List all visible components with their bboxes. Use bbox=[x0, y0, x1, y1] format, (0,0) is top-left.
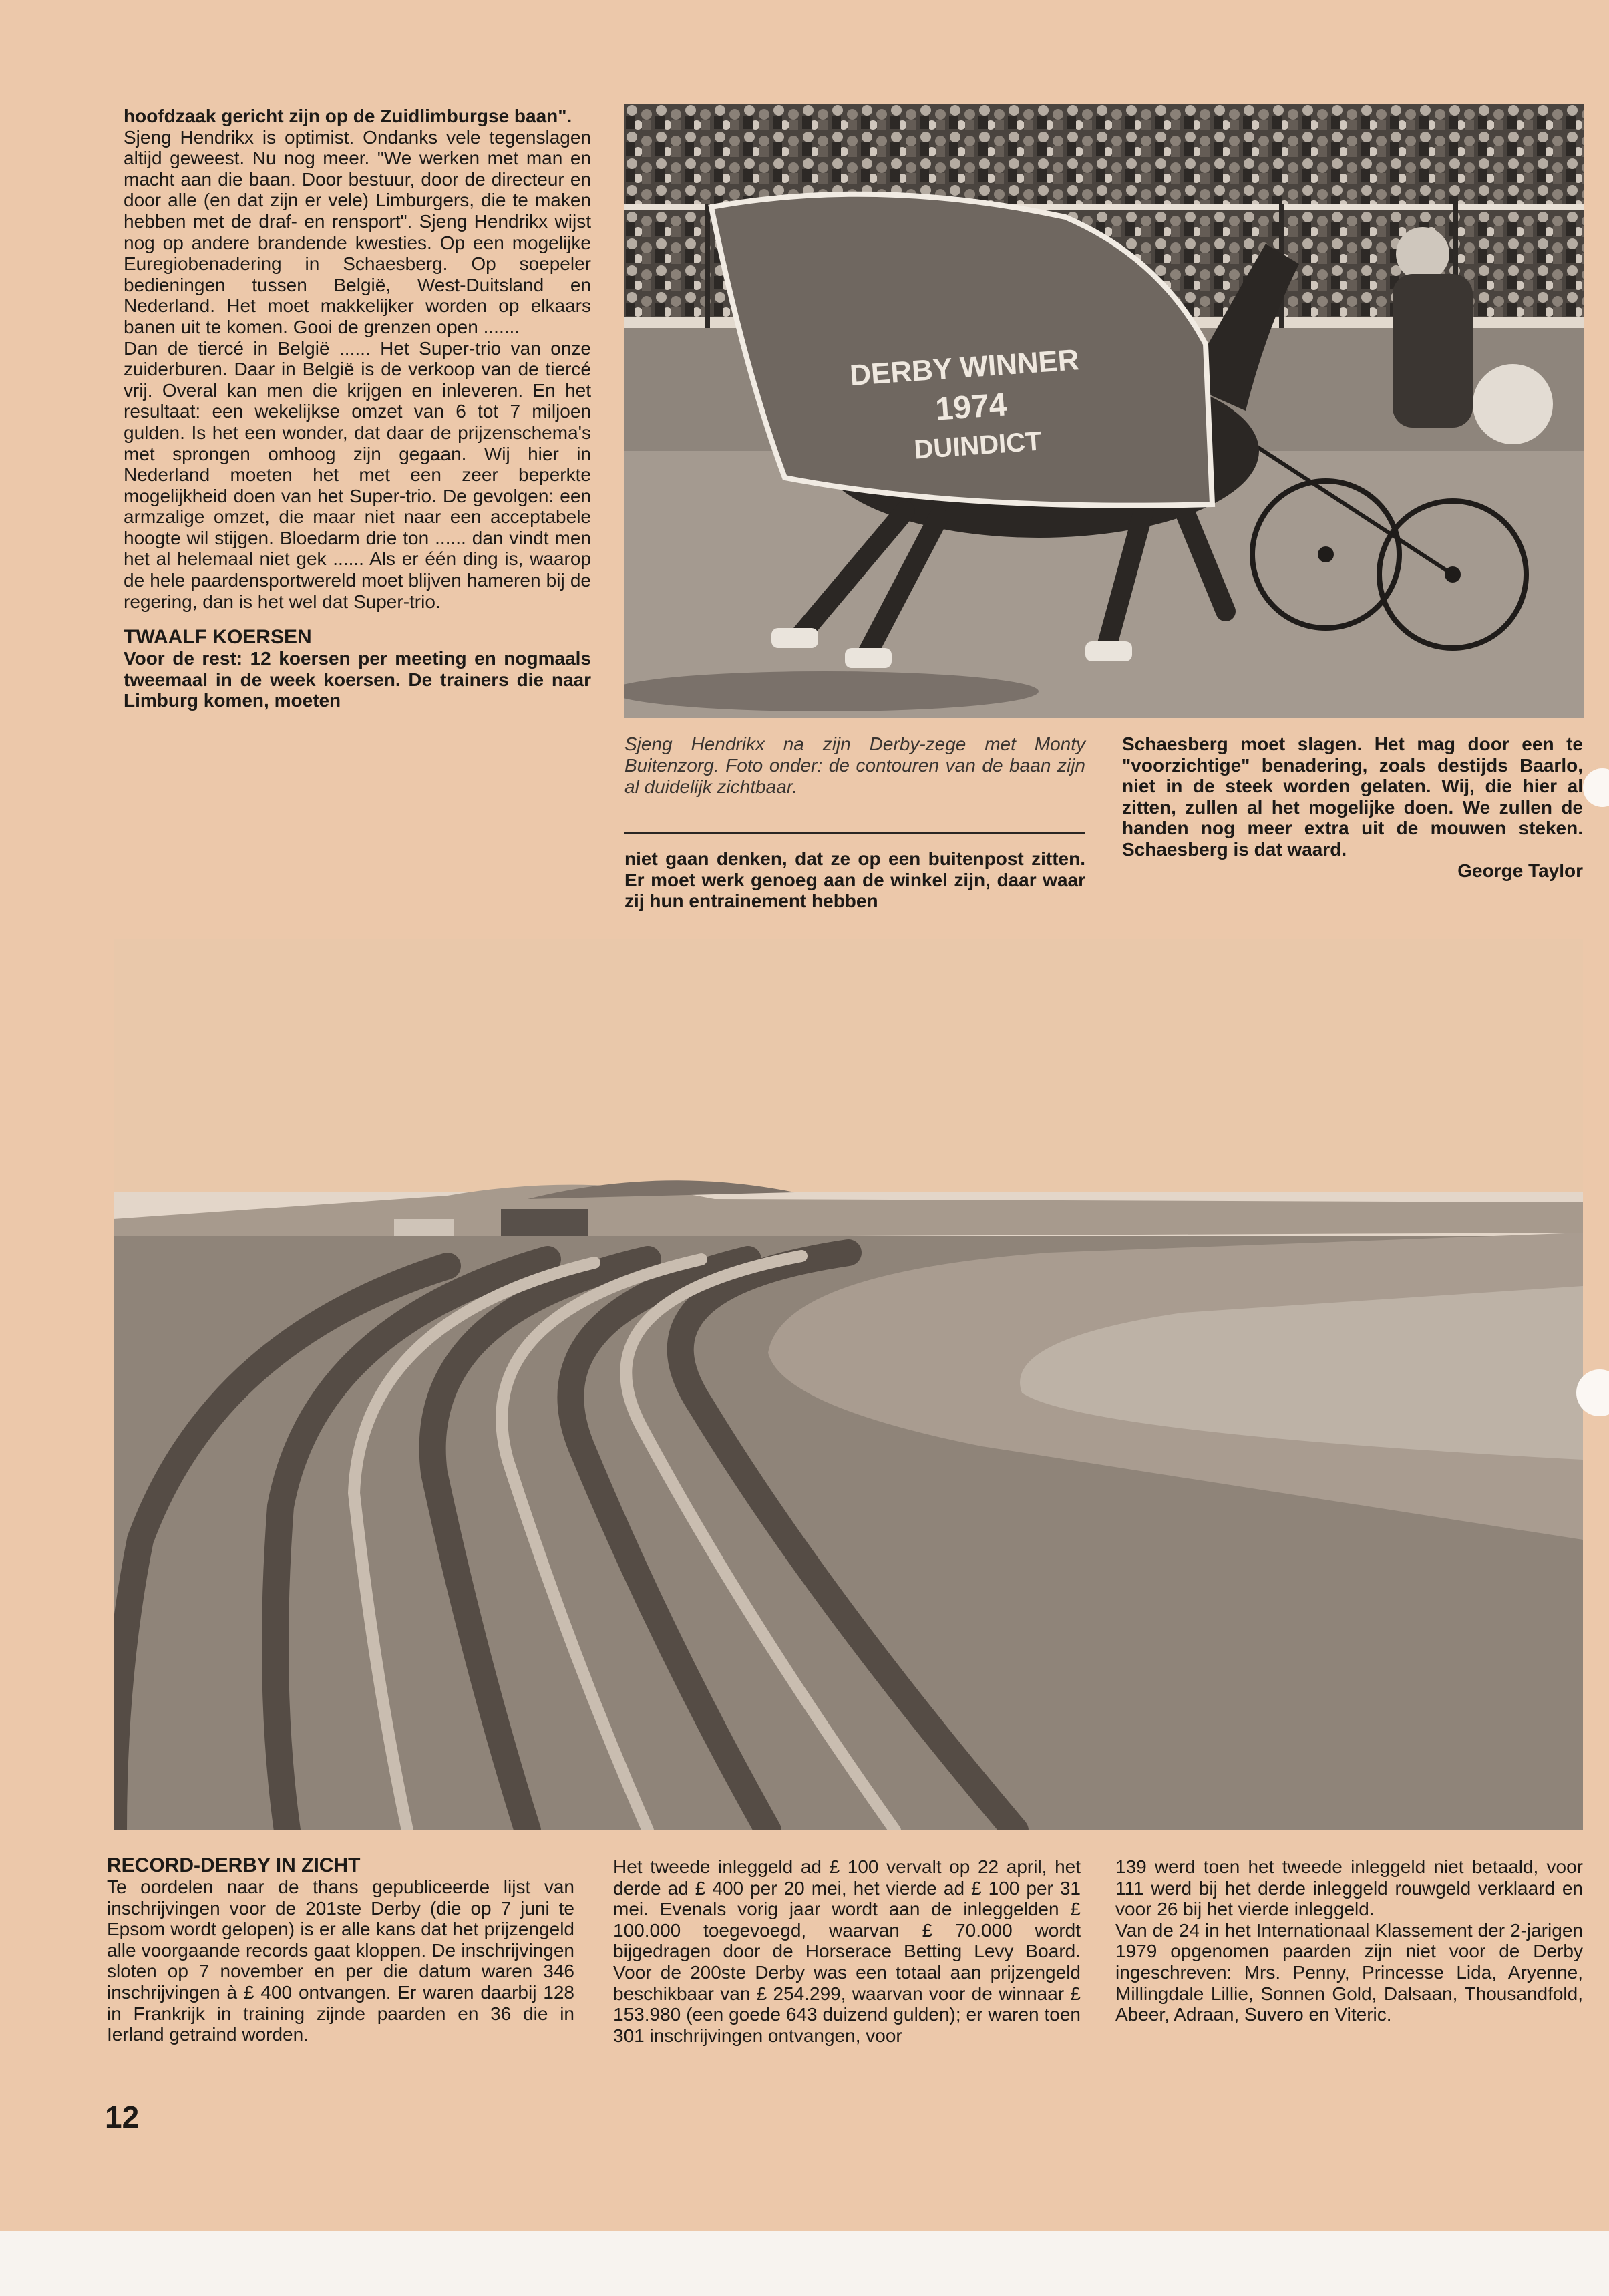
blanket-line-3: DUINDICT bbox=[913, 426, 1043, 465]
bottom-column-2 bbox=[613, 1856, 1081, 2046]
heading-twaalf-koersen: TWAALF KOERSEN bbox=[124, 626, 312, 649]
page-number: 12 bbox=[105, 2100, 140, 2134]
blanket-line-1: DERBY WINNER bbox=[848, 343, 1081, 392]
bottom-column-1 bbox=[107, 1855, 574, 2045]
paragraph-inleggeld: Het tweede inleggeld ad £ 100 vervalt op 22 april, het derde ad £ 400 per 20 mei, het vierde ad £ 100 per 31 mei. Evenals vorig jaar wordt aan de inleggelden £ 100.000 toegevoegd, waarvan £ 70.000 wordt bijgedragen door de Horserace Betting Levy Board. Voor de 200ste Derby was een totaal aan prijzengeld beschikbaar van £ 254.299, waarvan voor de winnaar £ 153.980 (een goede 643 duizend gulden); er waren toen 301 inschrijvingen ontvangen, voor bbox=[613, 1856, 1081, 2046]
paragraph-twaalf-koersen: Voor de rest: 12 koersen per meeting en nogmaals tweemaal in de week koersen. De trainers die naar Limburg komen, moeten bbox=[124, 648, 591, 711]
heading-record-derby: RECORD-DERBY IN ZICHT bbox=[107, 1854, 361, 1876]
paragraph-klassement: Van de 24 in het Internationaal Klassement der 2-jarigen 1979 opgenomen paarden zijn niet voor de Derby ingeschreven: Mrs. Penny, Princesse Lida, Aryenne, Millingdale Lillie, Sonnen Gold, Dalsaan, Thousandfold, Abeer, Adraan, Suvero en Viteric. bbox=[1115, 1919, 1583, 2025]
derby-winner-photo bbox=[624, 104, 1584, 718]
blanket-line-2: 1974 bbox=[934, 387, 1009, 428]
photo-caption: Sjeng Hendrikx na zijn Derby-zege met Monty Buitenzorg. Foto onder: de contouren van de baan zijn al duidelijk zichtbaar. bbox=[624, 733, 1085, 797]
paragraph-schaesberg: Schaesberg moet slagen. Het mag door een te "voorzichtige" benadering, zoals destijds Baarlo, niet in de steek worden gelaten. Wij, die hier al zitten, zullen al het mogelijke doen. We zullen de handen nog meer extra uit de mouwen steken. Schaesberg is dat waard. bbox=[1122, 733, 1583, 860]
caption-divider bbox=[624, 832, 1085, 834]
racetrack-photo bbox=[114, 939, 1583, 1830]
derby-winner-image bbox=[624, 104, 1584, 718]
middle-column bbox=[624, 848, 1085, 912]
racetrack-image bbox=[114, 939, 1583, 1830]
paragraph-buitenpost: niet gaan denken, dat ze op een buitenpost zitten. Er moet werk genoeg aan de winkel zijn, daar waar zij hun entrainement hebben bbox=[624, 848, 1085, 912]
author-signature: George Taylor bbox=[1457, 860, 1583, 881]
paragraph-optimist: Sjeng Hendrikx is optimist. Ondanks vele tegenslagen altijd geweest. Nu nog meer. "We werken met man en macht aan die baan. Door bestuur, door de directeur en door alle (en dat zijn er vele) Limburgers, die te maken hebben met de draf- en rensport". Sjeng Hendrikx wijst nog op andere brandende kwesties. Op een mogelijke Euregiobenadering in Schaesberg. Op soepeler bedieningen tussen België, West-Duitsland en Nederland. Het moet makkelijker worden op elkaars banen uit te komen. Gooi de grenzen open ....... bbox=[124, 126, 591, 337]
intro-fragment: hoofdzaak gericht zijn op de Zuidlimburgse baan". bbox=[124, 106, 572, 126]
bottom-column-3 bbox=[1115, 1856, 1583, 2025]
right-column bbox=[1122, 733, 1583, 881]
scan-margin bbox=[0, 2231, 1609, 2296]
paragraph-tierce: Dan de tiercé in België ...... Het Super-trio van onze zuiderburen. Daar in België is de verkoop van de tiercé vrij. Overal kan men die krijgen en inleveren. En het resultaat: een wekelijkse omzet van 6 tot 7 miljoen gulden. Is het een wonder, dat daar de prijzenschema's met sprongen omhoog zijn gegaan. Wij hier in Nederland moeten het met een zeer beperkte mogelijkheid doen van het Super-trio. De gevolgen: een armzalige omzet, die maar niet naar een acceptabele hoogte wil stijgen. Bloedarm drie ton ...... dan vindt men het al helemaal niet gek ...... Als er één ding is, waarop de hele paardensportwereld moet blijven hameren bij de regering, dan is het wel dat Super-trio. bbox=[124, 337, 591, 612]
paragraph-record-derby: Te oordelen naar de thans gepubliceerde lijst van inschrijvingen voor de 201ste Derby (die op 7 juni te Epsom wordt gelopen) is er alle kans dat het prijzengeld alle voorgaande records gaat kloppen. De inschrijvingen sloten op 7 november en per die datum waren 346 inschrijvingen à £ 400 ontvangen. Er waren daarbij 128 in Frankrijk in training zijnde paarden en 36 die in Ierland getraind worden. bbox=[107, 1876, 574, 2045]
left-column bbox=[124, 106, 591, 711]
paragraph-rouwgeld: 139 werd toen het tweede inleggeld niet betaald, voor 111 werd bij het derde inleggeld rouwgeld verklaard en voor 26 bij het vierde inleggeld. bbox=[1115, 1856, 1583, 1920]
